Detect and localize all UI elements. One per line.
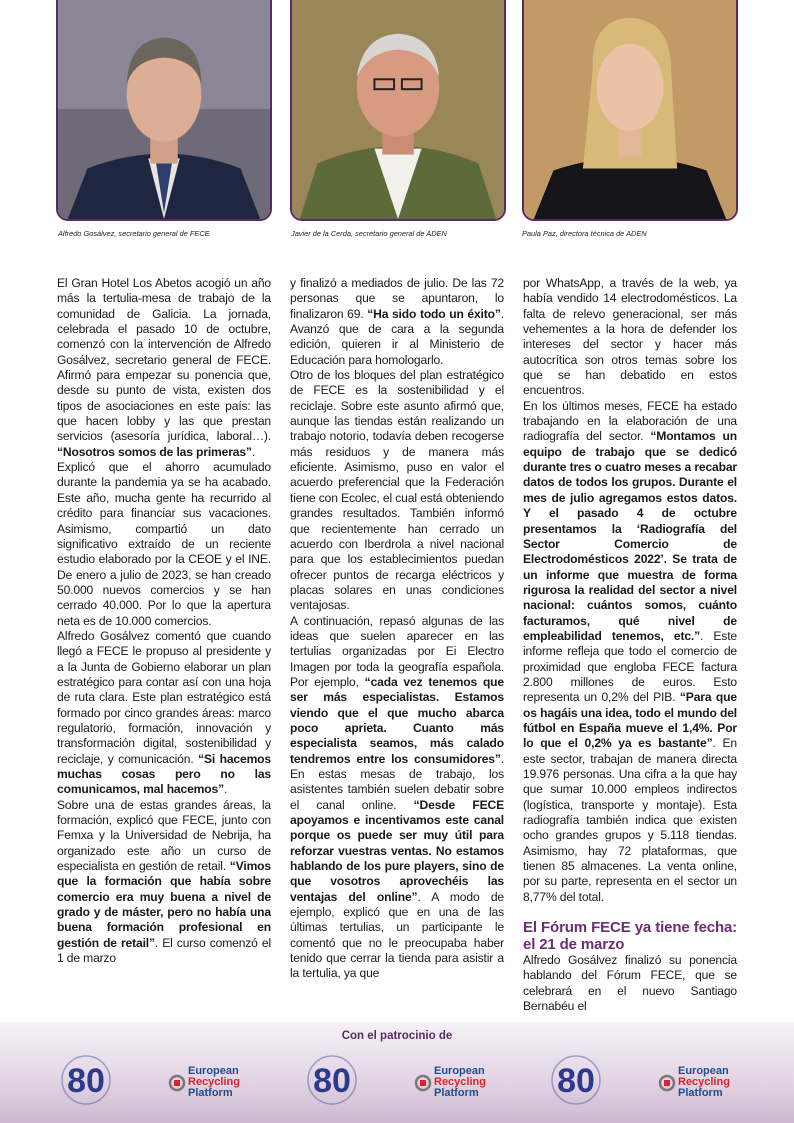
anniversary-80-icon [302, 1052, 362, 1108]
erp-line-3: Platform [678, 1087, 723, 1099]
article-column-3 [523, 276, 737, 1014]
erp-line-2: Recycling [434, 1076, 486, 1088]
anniversary-80-icon [546, 1052, 606, 1108]
erp-line-3: Platform [188, 1087, 233, 1099]
logo-80-text: 80 [557, 1062, 595, 1100]
paragraph: Otro de los bloques del plan estratégico de FECE es la sostenibilidad y el reciclaje. Sobre este asunto afirmó que, aunque las tiendas están realizando un trabajo notorio, todavía deben recogerse más residuos y de manera más eficiente. Asimismo, puso en valor el acuerdo preferencial que la Federación tiene con Ecolec, el cual está obteniendo grandes resultados. También informó que recientemente han cerrado un acuerdo con Iberdrola a nivel nacional para que los establecimientos puedan ofrecer puntos de recarga eléctricos y placas solares en unas condiciones ventajosas. [290, 368, 504, 613]
photo-javier-de-la-cerda [290, 0, 506, 221]
paragraph: Explicó que el ahorro acumulado durante la pandemia ya se ha acabado. Este año, mucha gente ha recurrido al crédito para financiar sus vacaciones. Asimismo, compartió un dato significativo extraído de un reciente estudio elaborado por la CEOE y el INE. De enero a julio de 2023, se han creado 50.000 nuevos comercios y se han cerrado 40.000. Por lo que la apertura neta es de 10.000 comercios. [57, 460, 271, 628]
logo-80-text: 80 [67, 1062, 105, 1100]
paragraph: A continuación, repasó algunas de las ideas que suelen aparecer en las tertulias organizadas por Ei Electro Imagen por toda la geografía española. Por ejemplo, “cada vez tenemos que ser más especialistas. Estamos viendo que el que mucho abarca poco aprieta. Cuanto más especialista seamos, más calado tendremos entre los consumidores”. En estas mesas de trabajo, los asistentes también suelen debatir sobre el canal online. “Desde FECE apoyamos e incentivamos este canal porque os puede ser muy útil para reforzar vuestras ventas. No estamos hablando de los pure players, sino de que vosotros aprovechéis las ventajas del online”. A modo de ejemplo, explicó que en una de las últimas tertulias, un participante le comentó que no le preocupaba haber tenido que cerrar la tienda para asistir a la tertulia, ya que [290, 613, 504, 981]
paragraph: En los últimos meses, FECE ha estado trabajando en la elaboración de una radiografía del sector. “Montamos un equipo de trabajo que se dedicó durante tres o cuatro meses a recabar datos de todos los grupos. Durante el mes de julio agregamos estos datos. Y el pasado 4 de octubre presentamos la ‘Radiografía del Sector Comercio de Electrodomésticos 2022’. Se trata de un informe que muestra de forma rigurosa la realidad del sector a nivel nacional: cuántos somos, cuánto facturamos, qué nivel de empleabilidad tenemos, etc.”. Este informe refleja que todo el comercio de proximidad que engloba FECE factura 2.800 millones de euros. Esto representa un 0,2% del PIB. “Para que os hagáis una idea, todo el mundo del fútbol en España mueve el 1,4%. Por lo que el 0,2% ya es bastante”. En este sector, trabajan de manera directa 19.976 personas. Una cifra a la que hay que sumar 10.000 empleos indirectos (logística, transporte y montaje). Esta radiografía también indica que existen ocho grandes grupos y 5.118 tiendas. Asimismo, hay 72 plataformas, que tienen 85 almacenes. La venta online, por su parte, representa en el sector un 8,77% del total. [523, 398, 737, 904]
portrait-man-suit [58, 0, 270, 219]
erp-line-2: Recycling [188, 1076, 240, 1088]
paragraph: Alfredo Gosálvez finalizó su ponencia hablando del Fórum FECE, que se celebrará en el nuevo Santiago Bernabéu el [523, 953, 737, 1014]
european-recycling-platform-logo [168, 1066, 254, 1100]
section-heading: El Fórum FECE ya tiene fecha: el 21 de marzo [523, 919, 737, 954]
recycling-icon [168, 1074, 186, 1092]
portrait-man-green-jacket [292, 0, 504, 219]
photo-caption: Alfredo Gosálvez, secretario general de FECE [58, 229, 210, 238]
paragraph: El Gran Hotel Los Abetos acogió un año más la tertulia-mesa de trabajo de la comunidad de Galicia. La jornada, celebrada el pasado 10 de octubre, comenzó con la intervención de Alfredo Gosálvez, secretario general de FECE. Afirmó para empezar su ponencia que, desde su punto de vista, existen dos tipos de asociaciones en este país: las que hacen lobby y las que prestan servicios (asesoría jurídica, laboral…). “Nosotros somos de las primeras”. [57, 276, 271, 459]
anniversary-80-logo [302, 1052, 362, 1108]
erp-line-1: European [434, 1065, 485, 1077]
anniversary-80-icon [56, 1052, 116, 1108]
recycling-icon [414, 1074, 432, 1092]
paragraph: Sobre una de estas grandes áreas, la formación, explicó que FECE, junto con Femxa y la Universidad de Nebrija, ha organizado este año un curso de especialista en gestión de retail. “Vimos que la formación que había sobre comercio era muy buena a nivel de grado y de máster, pero no había una buena formación profesional en gestión de retail”. El curso comenzó el 1 de marzo [57, 797, 271, 966]
paragraph: Alfredo Gosálvez comentó que cuando llegó a FECE le propuso al presidente y a la Junta de Gobierno elaborar un plan estratégico para contar así con una hoja de ruta clara. Este plan estratégico está formado por cinco grandes áreas: marco regulatorio, formación, innovación y transformación digital, sostenibilidad y reciclaje, y comunicación. “Si hacemos muchas cosas pero no las comunicamos, mal hacemos”. [57, 628, 271, 797]
photo-caption: Javier de la Cerda, secretario general de ADEN [291, 229, 447, 238]
portrait-woman [524, 0, 736, 219]
anniversary-80-logo [546, 1052, 606, 1108]
paragraph: y finalizó a mediados de julio. De las 72 personas que se apuntaron, lo finalizaron 69. “Ha sido todo un éxito”. Avanzó que de cara a la segunda edición, quieren ir al Ministerio de Educación para homologarlo. [290, 276, 504, 367]
article-column-2 [290, 276, 504, 982]
anniversary-80-logo [56, 1052, 116, 1108]
erp-line-2: Recycling [678, 1076, 730, 1088]
article-column-1 [57, 276, 271, 966]
recycling-icon [658, 1074, 676, 1092]
erp-line-3: Platform [434, 1087, 479, 1099]
european-recycling-platform-logo [658, 1066, 744, 1100]
erp-line-1: European [678, 1065, 729, 1077]
photo-paula-paz [522, 0, 738, 221]
photo-caption: Paula Paz, directora técnica de ADEN [522, 229, 647, 238]
erp-line-1: European [188, 1065, 239, 1077]
photo-alfredo-gosalvez [56, 0, 272, 221]
european-recycling-platform-logo [414, 1066, 500, 1100]
paragraph: por WhatsApp, a través de la web, ya había vendido 14 electrodomésticos. La falta de relevo generacional, ser más vehementes a la hora de defender los intereses del sector y hacer más autocrítica son otros temas sobre los que se han debatido en estos encuentros. [523, 276, 737, 398]
logo-80-text: 80 [313, 1062, 351, 1100]
sponsor-footer [0, 1022, 794, 1123]
sponsor-title: Con el patrocinio de [341, 1030, 453, 1042]
